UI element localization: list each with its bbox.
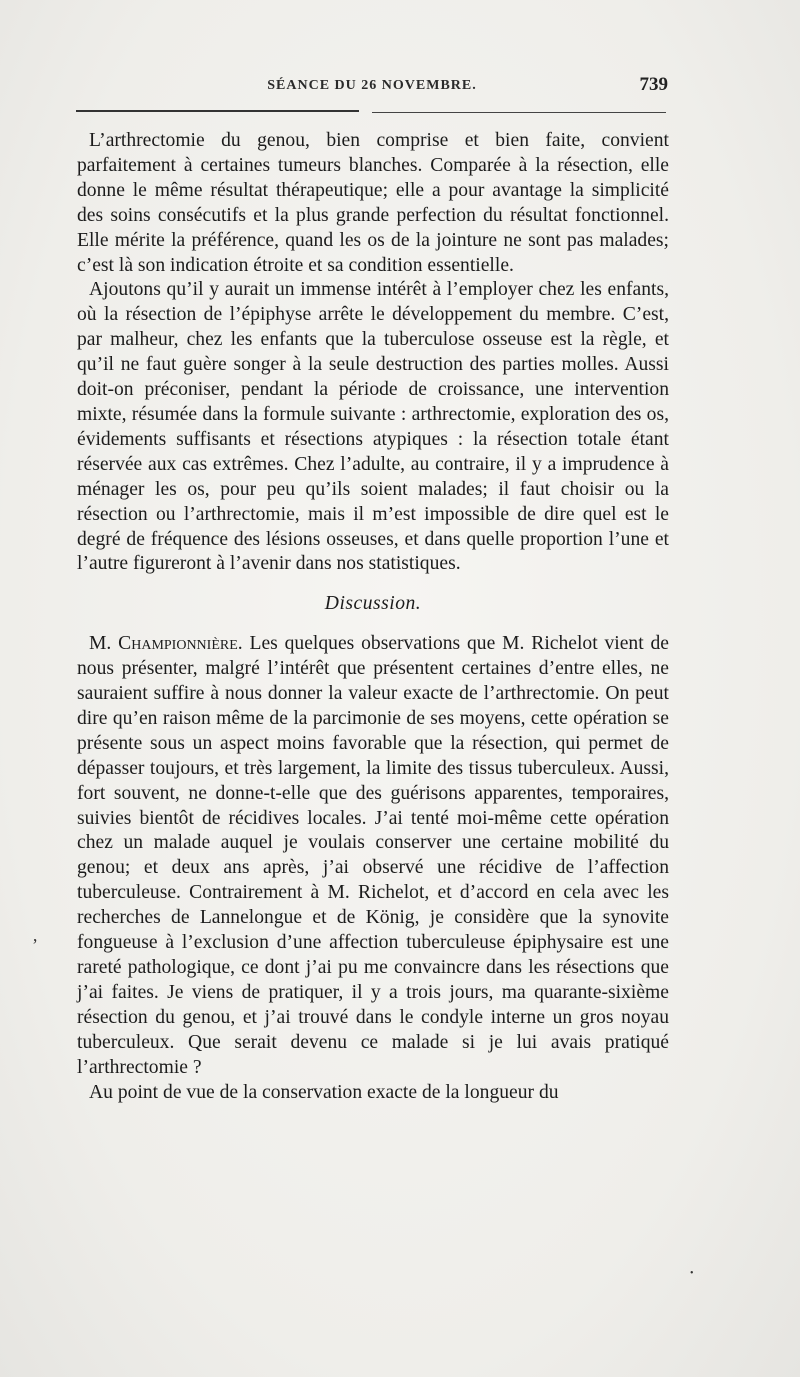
running-head: SÉANCE DU 26 NOVEMBRE. <box>267 78 477 93</box>
speaker-name: M. Championnière. <box>89 633 243 655</box>
margin-dot: • <box>690 1268 694 1279</box>
paragraph-arthrectomy-genou: L’arthrectomie du genou, bien comprise et bien faite, convient parfaitement à certaines tumeurs blanches. Comparée à la résection, elle donne le même résultat thérapeutique; elle a pour avantage la simplicité des soins consécutifs et la plus grande perfection du résultat fonctionnel. Elle mérite la préférence, quand les os de la jointure ne sont pas malades; c’est là son indication étroite et sa condition essentielle. <box>77 130 669 276</box>
section-title: Discussion. <box>324 593 422 615</box>
paragraph-championniere <box>77 632 669 1080</box>
margin-speck: ’ <box>32 935 38 955</box>
page-header <box>76 74 668 102</box>
header-rule-left <box>76 110 359 112</box>
header-rule-right <box>372 112 666 113</box>
paragraph-point-de-vue: Au point de vue de la conservation exacte de la longueur du <box>89 1081 559 1103</box>
paragraph-enfants: Ajoutons qu’il y aurait un immense intérêt à l’employer chez les enfants, où la résection de l’épiphyse arrête le développement du membre. C’est, par malheur, chez les enfants que la tuberculose osseuse est la règle, et qu’il ne faut guère songer à la seule destruction des parties molles. Aussi doit-on préconiser, pendant la période de croissance, une intervention mixte, résumée dans la formule suivante : arthrectomie, exploration des os, évidements suffisants et résections atypiques : la résection totale étant réservée aux cas extrêmes. Chez l’adulte, au contraire, il y a imprudence à ménager les os, pour peu qu’ils soient malades; il faut choisir ou la résection ou l’arthrectomie, mais il m’est impossible de dire quel est le degré de fréquence des lésions osseuses, et dans quelle proportion l’une et l’autre figureront à l’avenir dans nos statistiques. <box>77 279 669 575</box>
speaker-text: Les quelques observations que M. Richelot vient de nous présenter, malgré l’intérêt que présentent certaines d’entre elles, ne sauraient suffire à nous donner la valeur exacte de l’arthrectomie. On peut dire qu’en raison même de la parcimonie de ses moyens, cette opération se présente sous un aspect moins favorable que la résection, qui permet de dépasser toujours, et très largement, la limite des tissus tuberculeux. Aussi, fort souvent, ne donne-t-elle que des guérisons apparentes, temporaires, suivies bientôt de récidives locales. J’ai tenté moi-même cette opération chez un malade auquel je voulais conserver une certaine mobilité du genou; et deux ans après, j’ai observé une récidive de l’affection tuberculeuse. Contrairement à M. Richelot, et d’accord en cela avec les recherches de Lannelongue et de König, je considère que la synovite fongueuse à l’exclusion d’une affection tuberculeuse épiphysaire est une rareté pathologique, ce dont j’ai pu me convaincre dans les résections que j’ai faites. Je viens de pratiquer, il y a trois jours, ma quarante-sixième résection du genou, et j’ai trouvé dans le condyle interne un gros noyau tuberculeux. Que serait devenu ce malade si je lui avais pratiqué l’arthrectomie ? <box>77 633 669 1078</box>
body-text <box>77 129 669 1105</box>
page-number: 739 <box>639 74 668 95</box>
